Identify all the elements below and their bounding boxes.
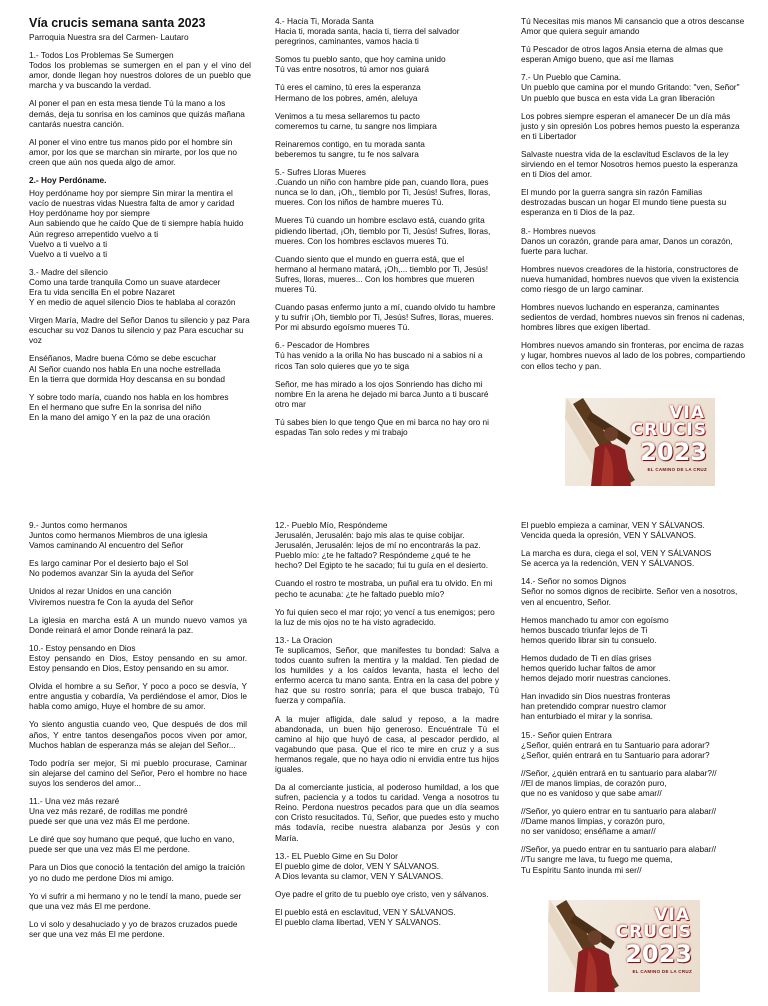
column-6 [521,520,747,883]
column-1 [29,16,251,430]
column-4 [29,520,247,947]
song-paragraph: La iglesia en marcha está A un mundo nuevo vamos ya Donde reinará el amor Donde reinará la paz. [29,614,247,635]
song-paragraph: Tú Pescador de otros lagos Ansia eterna de almas que esperan Amigo bueno, que así me llamas [521,44,724,65]
song-paragraph: Hoy perdóname hoy por siempre Sin mirar la mentira el vacío de nuestras vidas Nuestra falta de amor y caridad Hoy perdóname hoy por siempre Aun sabiendo que he caído Que de ti siempre había huido Aún regreso arrepentido vuelvo a ti Vuelvo a ti vuelvo a ti Vuelvo a ti vuelvo a ti [29,188,244,259]
song-paragraph: 3.- Madre del silencio Como una tarde tranquila Como un suave atardecer Era tu vida sencilla En el pobre Nazaret Y en medio de aquel silencio Dios te hablaba al corazón [29,266,236,308]
artwork-tagline: EL CAMINO DE LA CRUZ [647,467,707,472]
song-paragraph: Hemos manchado tu amor con egoísmo hemos buscado triunfar lejos de Ti hemos querido librar sin tu consuelo. [521,614,669,645]
song-paragraph: Reinaremos contigo, en tu morada santa beberemos tu sangre, tu fe nos salvara [275,138,425,159]
song-paragraph: 11.- Una vez más rezaré Una vez más rezaré, de rodillas me pondré puede ser que una vez más El me perdone. [29,795,190,827]
song-paragraph: El pueblo está en esclavitud, VEN Y SÁLVANOS. El pueblo clama libertad, VEN Y SÁLVANOS. [275,907,456,928]
column-3 [521,16,747,379]
song-paragraph: Le diré que soy humano que pequé, que lucho en vano, puede ser que una vez más El me perdone. [29,834,235,855]
song-paragraph: Yo fui quien seco el mar rojo; yo vencí a tus enemigos; pero la luz de mis ojos no te ha visto agradecido. [275,606,495,627]
song-paragraph: El pueblo empieza a caminar, VEN Y SÁLVANOS. Vencida queda la opresión, VEN Y SÁLVANOS. [521,520,705,541]
song-paragraph: Han invadido sin Dios nuestras fronteras han pretendido comprar nuestro clamor han enturbiado el mirar y la sonrisa. [521,691,671,722]
song-paragraph: Todo podría ser mejor, Si mi pueblo procurase, Caminar sin alejarse del camino del Señor, Pero el hombre no hace suyos los senderos del amor... [29,757,247,788]
song-paragraph: Cuando pasas enfermo junto a mí, cuando olvido tu hambre y tu sufrir ¡Oh, tiemblo por Ti, Jesús! Sufres, lloras, mueres. Por mi absurdo egoísmo mueres Tú. [275,302,496,333]
column-1-body [29,50,251,422]
song-paragraph: 14.- Señor no somos Dignos Señor no somos dignos de recibirte. Señor ven a nosotros, ven al encuentro, Señor. [521,576,738,607]
column-5-body [275,520,499,927]
song-paragraph: Señor, me has mirado a los ojos Sonriendo has dicho mi nombre En la arena he dejado mi barca Junto a ti buscaré otro mar [275,378,489,409]
song-paragraph: Da al comerciante justicia, al poderoso humildad, a los que sufren, paciencia y a todos tu caridad. Venga a nosotros tu Reino. Perdona nuestros pecados para que un día seamos con Cristo resucitados. Tú, Señor, que puedes esto y mucho más todavía, recibe nuestra alabanza por Jesús y con María. [275,782,499,843]
artwork-title-via: VIA [654,905,690,925]
column-2 [275,16,499,445]
song-paragraph: Hombres nuevos creadores de la historia, constructores de nueva humanidad, hombres nuevos que viven la existencia como riesgo de un largo caminar. [521,263,739,294]
column-4-body [29,520,247,939]
song-paragraph: La marcha es dura, ciega el sol, VEN Y SÁLVANOS Se acerca ya la redención, VEN Y SÁLVANOS. [521,548,712,569]
artwork-year: 2023 [640,438,707,466]
song-paragraph: Olvida el hombre a su Señor, Y poco a poco se desvía, Y entre angustia y cobardía, Va perdiéndose el amor, Dios le habla como amigo, Huye el hombre de su amor. [29,681,247,712]
song-paragraph: Lo vi solo y desahuciado y yo de brazos cruzados puede ser que una vez más El me perdone. [29,918,238,939]
song-paragraph: Mueres Tú cuando un hombre esclavo está, cuando grita pidiendo libertad, ¡Oh, tiemblo por Ti, Jesús! Sufres, lloras, mueres. Con los hombres esclavos mueres Tú. [275,215,491,246]
song-paragraph: Unidos al rezar Unidos en una canción Viviremos nuestra fe Con la ayuda del Señor [29,586,194,607]
song-paragraph: Yo siento angustia cuando veo, Que después de dos mil años, Y entre tantos desengaños pocos viven por amor, Muchos hablan de esperanza más se alejan del Señor... [29,719,247,750]
song-paragraph: Es largo caminar Por el desierto bajo el Sol No podemos avanzar Sin la ayuda del Señor [29,558,194,579]
song-paragraph: 6.- Pescador de Hombres Tú has venido a la orilla No has buscado ni a sabios ni a ricos Tan solo quieres que yo te siga [275,340,483,371]
song-paragraph: //Señor, ya puedo entrar en tu santuario para alabar// //Tu sangre me lava, tu fuego me quema, Tu Espíritu Santo inunda mi ser// [521,844,717,875]
song-paragraph: 12.- Pueblo Mío, Respóndeme Jerusalén, Jerusalén: bajo mis alas te quise cobijar. Jerusalén, Jerusalén: lejos de mí no encontrarás la paz. Pueblo mío: ¿te he faltado? Respóndeme ¿qué te he hecho? Del Egipto te he sacado; fui tu guía en el desierto. [275,520,489,571]
song-paragraph: Tú Necesitas mis manos Mi cansancio que a otros descanse Amor que quiera seguir amando [521,16,745,37]
song-paragraph: 4.- Hacia Ti, Morada Santa Hacia ti, morada santa, hacia ti, tierra del salvador peregrinos, caminantes, vamos hacia ti [275,16,460,47]
column-2-body [275,16,499,437]
artwork-title-via: VIA [669,403,705,423]
song-paragraph: Y sobre todo maría, cuando nos habla en los hombres En el hermano que sufre En la sonrisa del niño En la mano del amigo Y en la paz de una oración [29,391,229,422]
song-paragraph: Venimos a tu mesa sellaremos tu pacto comeremos tu carne, tu sangre nos limpiara [275,110,437,131]
column-6-body [521,520,747,875]
song-paragraph: Tú sabes bien lo que tengo Que en mi barca no hay oro ni espadas Tan solo redes y mi trabajo [275,416,490,437]
column-5 [275,520,499,935]
song-paragraph: Virgen María, Madre del Señor Danos tu silencio y paz Para escuchar su voz Danos tu silencio y paz Para escuchar su voz [29,315,250,346]
song-paragraph: Salvaste nuestra vida de la esclavitud Esclavos de la ley sirviendo en el temor Nosotros hemos puesto la esperanza en ti Dios del amor. [521,148,738,180]
song-paragraph: 10.- Estoy pensando en Dios Estoy pensando en Dios, Estoy pensando en su amor. Estoy pensando en Dios, Estoy pensando en su amor. [29,642,247,674]
song-paragraph: Al poner el pan en esta mesa tiende Tú la mano a los demás, deja tu sonrisa en los caminos que quizás mañana cantarás nuestra canción. [29,98,245,129]
artwork-title-crucis: CRUCIS [615,922,692,942]
song-paragraph: 13.- EL Pueblo Gime en Su Dolor El pueblo gime de dolor, VEN Y SÁLVANOS. A Dios levanta su clamor, VEN Y SÁLVANOS. [275,850,444,881]
song-paragraph: Hombres nuevos amando sin fronteras, por encima de razas y lugar, hombres nuevos al lado de los pobres, compartiendo con ellos techo y pan. [521,340,746,371]
song-paragraph: 5.- Sufres Lloras Mueres .Cuando un niño con hambre pide pan, cuando llora, pues nunca se lo dan, ¡Oh,, tiemblo por Ti, Jesús! Sufres, lloras, mueres. Con los niños de hambre mueres Tú. [275,167,491,208]
song-paragraph: Cuando siento que el mundo en guerra está, que el hermano al hermano matará, ¡Oh,... tiemblo por Ti, Jesús! Sufres, lloras, mueres... Con los hombres que mueren mueres Tú. [275,253,489,294]
song-paragraph: //Señor, yo quiero entrar en tu santuario para alabar// //Dame manos limpias, y corazón puro, no ser vanidoso; enséñame a amar// [521,806,717,837]
song-paragraph: Oye padre el grito de tu pueblo oye cristo, ven y sálvanos. [275,888,489,899]
song-paragraph: A la mujer afligida, dale salud y reposo, a la madre abandonada, un buen hijo generoso. Encuéntrale Tú el camino al hijo que huyó de casa, al pescador perdido, al vagabundo que pasa. Que el rico te mire en cruz y a sus hermanos regale, que no haya odio ni envidia entre tus hijos iguales. [275,713,499,774]
song-paragraph: 15.- Señor quien Entrara ¿Señor, quién entrará en tu Santuario para adorar? ¿Señor, quién entrará en tu Santuario para adorar? [521,729,710,760]
song-paragraph: Enséñanos, Madre buena Cómo se debe escuchar Al Señor cuando nos habla En una noche estrellada En la tierra que dormida Hoy descansa en su bondad [29,353,226,384]
song-paragraph: //Señor, ¿quién entrará en tu santuario para alabar?// //El de manos limpias, de corazón puro, que no es vanidoso y que sabe amar// [521,767,717,798]
song-paragraph: El mundo por la guerra sangra sin razón Familias destrozadas buscan un hogar El mundo tiene puesta su esperanza en ti Dios de la paz. [521,187,727,218]
song-paragraph: Hemos dudado de Ti en días grises hemos querido luchar faltos de amor hemos dejado morir nuestras canciones. [521,652,671,684]
song-paragraph: Tú eres el camino, tú eres la esperanza Hermano de los pobres, amén, aleluya [275,82,421,103]
song-paragraph: Yo vi sufrir a mi hermano y no le tendí la mano, puede ser que una vez más El me perdone. [29,890,242,911]
song-paragraph: Para un Dios que conoció la tentación del amigo la traición yo no dudo me perdone Dios mi amigo. [29,862,245,883]
song-paragraph: 2.- Hoy Perdóname. [29,175,107,186]
page-subtitle: Parroquia Nuestra sra del Carmen- Lautaro [29,32,189,42]
page-title: Vía crucis semana santa 2023 [29,16,206,30]
song-paragraph: Al poner el vino entre tus manos pido por el hombre sin amor, por los que se marchan sin mirarte, por los que no creen que aún nos queda algo de amor. [29,136,237,167]
via-crucis-artwork-bottom [548,900,700,992]
via-crucis-artwork-top [565,398,715,486]
song-paragraph: Los pobres siempre esperan el amanecer De un día más justo y sin opresión Los pobres hemos puesto la esperanza en ti Libertador [521,110,740,141]
song-paragraph: Cuando el rostro te mostraba, un puñal era tu olvido. En mi pecho te acunaba: ¿te he faltado pueblo mío? [275,578,493,599]
artwork-title-crucis: CRUCIS [630,420,707,440]
song-paragraph: 13.- La Oracion Te suplicamos, Señor, que manifestes tu bondad: Salva a todos cuanto sufren la mentira y la maldad. Ten piedad de los humildes y a los caídos levanta, hasta el lecho del enfermo acerca tu mano santa. Entra en la casa del pobre y haz que su rostro sonría; para el que busca trabajo, Tú fuerza y compañía. [275,634,499,706]
artwork-year: 2023 [625,940,692,968]
song-paragraph: Somos tu pueblo santo, que hoy camina unido Tú vas entre nosotros, tú amor nos guiará [275,54,446,75]
artwork-tagline: EL CAMINO DE LA CRUZ [632,969,692,974]
song-paragraph: 9.- Juntos como hermanos Juntos como hermanos Miembros de una iglesia Vamos caminando Al encuentro del Señor [29,520,208,551]
song-paragraph: 1.- Todos Los Problemas Se Sumergen Todos los problemas se sumergen en el pan y el vino del amor, donde llegan hoy nuestros dolores de un pueblo que marcha y va buscando la verdad. [29,50,251,91]
song-paragraph: 7.- Un Pueblo que Camina. Un pueblo que camina por el mundo Gritando: "ven, Señor" Un pueblo que busca en esta vida La gran liberación [521,72,740,103]
column-3-body [521,16,747,371]
song-paragraph: Hombres nuevos luchando en esperanza, caminantes sedientos de verdad, hombres nuevos sin frenos ni cadenas, hombres libres que exigen libertad. [521,302,745,333]
song-paragraph: 8.- Hombres nuevos Danos un corazón, grande para amar, Danos un corazón, fuerte para luchar. [521,225,733,256]
